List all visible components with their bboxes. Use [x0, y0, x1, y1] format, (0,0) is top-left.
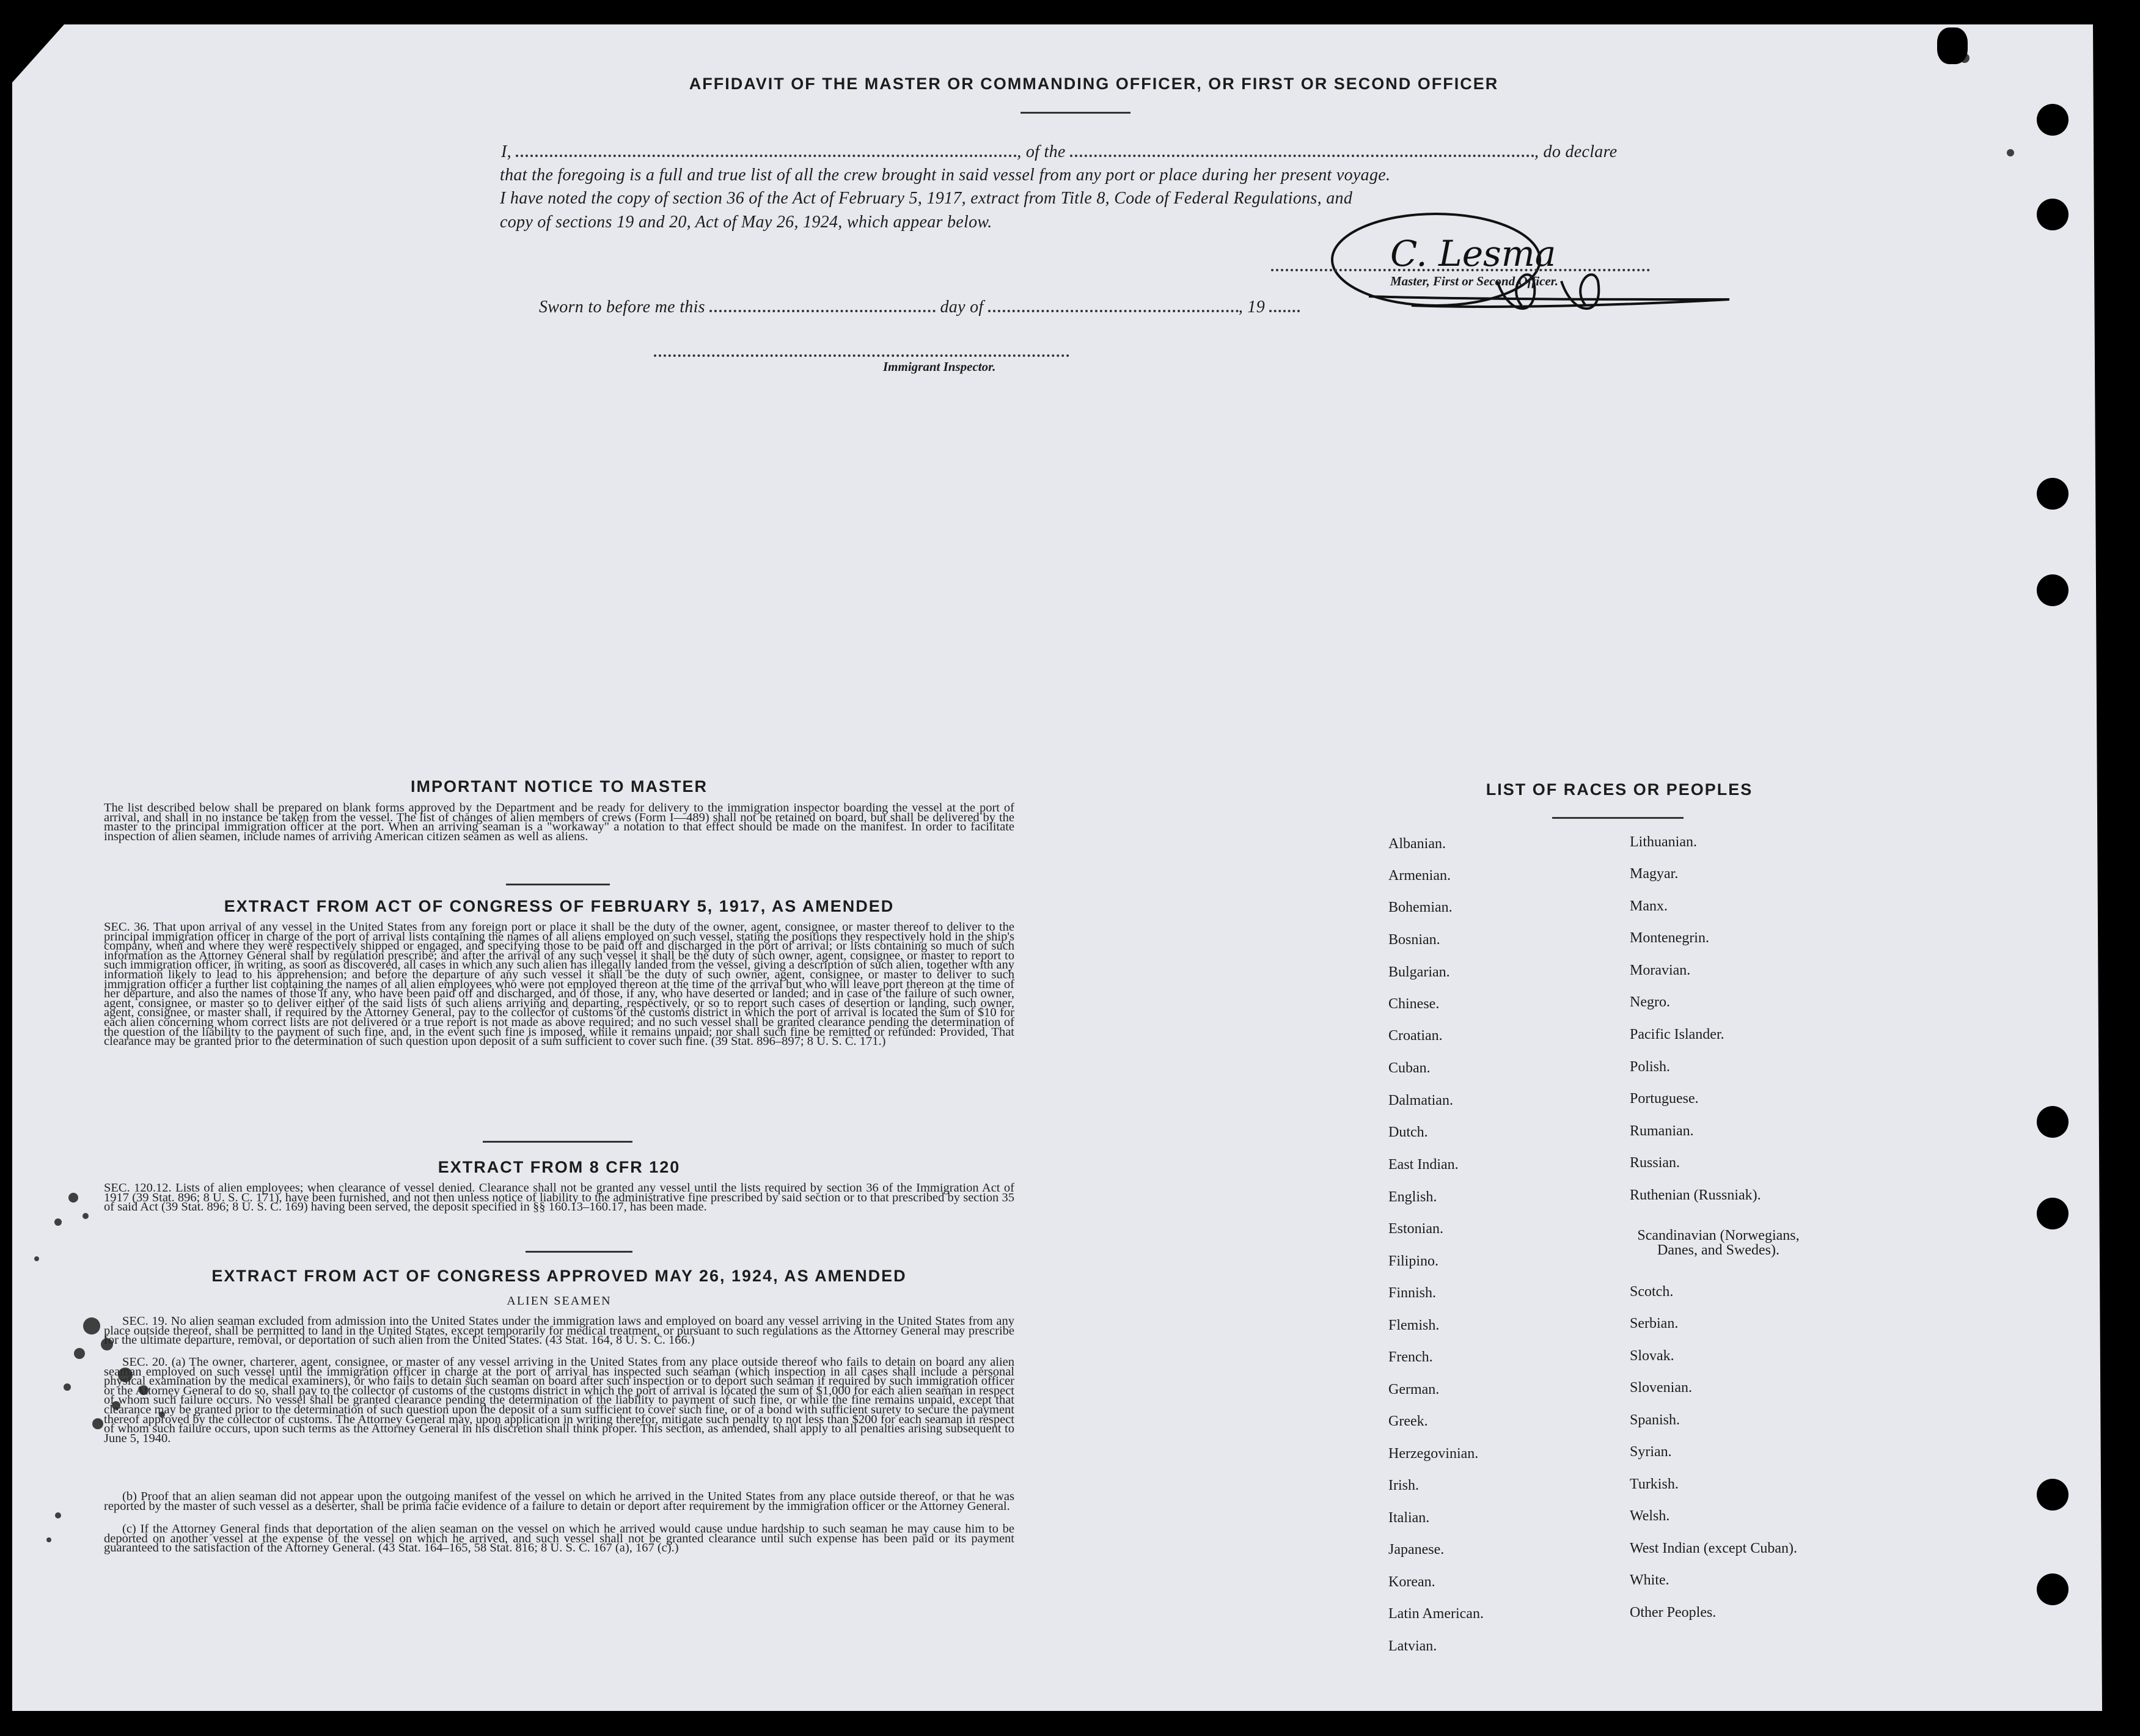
divider — [506, 884, 610, 885]
race-item: Negro. — [1630, 994, 1670, 1010]
race-item: Scandinavian (Norwegians, Danes, and Swedes). — [1637, 1228, 1800, 1258]
race-item: Russian. — [1630, 1155, 1680, 1171]
punch-hole — [1937, 27, 1968, 64]
sworn-day-field[interactable] — [709, 310, 936, 312]
race-item: Flemish. — [1388, 1317, 1440, 1333]
sworn-label: Sworn to before me this — [539, 298, 705, 317]
race-item: Montenegrin. — [1630, 930, 1709, 946]
day-of-label: day of — [940, 298, 984, 317]
races-title: LIST OF RACES OR PEOPLES — [1486, 780, 1753, 799]
punch-hole — [2037, 478, 2069, 510]
race-item: Welsh. — [1630, 1508, 1670, 1524]
name-field[interactable] — [516, 155, 1017, 157]
affidavit-line-3: I have noted the copy of section 36 of the Act of February 5, 1917, extract from Title 8, Code of Federal Regulations, and — [500, 189, 1353, 208]
extract-1924-sec19: SEC. 19. No alien seaman excluded from admission into the United States under the immigration laws and employed on board any vessel arriving in the United States from any place outside thereof, shall be permitted to land in the United States, except temporarily for medical treatment, or pursuant to such regulations as the Attorney General may prescribe for the ultimate departure, removal, or deportation of such alien from the United States. (43 Stat. 164, 8 U. S. C. 166.) — [104, 1314, 1014, 1347]
race-item: Herzegovinian. — [1388, 1446, 1479, 1462]
race-item: East Indian. — [1388, 1157, 1459, 1173]
race-item: Estonian. — [1388, 1221, 1443, 1237]
race-item: Cuban. — [1388, 1060, 1431, 1076]
race-item: Latvian. — [1388, 1638, 1437, 1654]
divider — [483, 1141, 632, 1143]
race-item: Turkish. — [1630, 1476, 1679, 1492]
i-label: I, — [501, 142, 511, 161]
race-item: Filipino. — [1388, 1253, 1439, 1269]
sworn-year-field[interactable] — [1269, 310, 1300, 312]
race-item: Finnish. — [1388, 1285, 1437, 1301]
race-item: Moravian. — [1630, 962, 1691, 978]
of-the-label: , of the — [1017, 142, 1066, 161]
extract-cfr-text: SEC. 120.12. Lists of alien employees; when clearance of vessel denied. Clearance shall not be granted any vessel until the lists required by section 36 of the Immigration Act of 1917 (39 Stat. 896; 8 U. S. C. 171), have been furnished, and not then unless notice of liability to the administrative fine prescribed by said section or to that prescribed by section 35 of said Act (39 Stat. 896; 8 U. S. C. 169) having been served, the deposit specified in §§ 160.13–160.17, has been made. — [104, 1181, 1014, 1214]
punch-hole — [2037, 1573, 2069, 1605]
affidavit-line-4: copy of sections 19 and 20, Act of May 26, 1924, which appear below. — [500, 213, 992, 232]
divider — [526, 1251, 632, 1253]
race-item: Croatian. — [1388, 1028, 1443, 1044]
extract-1924-sec20c: (c) If the Attorney General finds that deportation of the alien seaman on the vessel on which he arrived would cause undue hardship to such seaman he may cause him to be deported on another vessel at the expense of the vessel on which he arrived, and such vessel shall not be granted clearance until such expense has been paid or its payment guaranteed to the satisfaction of the Attorney General. (43 Stat. 164–165, 58 Stat. 816; 8 U. S. C. 167 (a), 167 (c).) — [104, 1522, 1014, 1555]
affidavit-line-2: that the foregoing is a full and true list of all the crew brought in said vessel from any port or place during her present voyage. — [500, 166, 1391, 185]
race-item: Latin American. — [1388, 1606, 1484, 1622]
inspector-caption: Immigrant Inspector. — [883, 359, 996, 374]
race-item: Japanese. — [1388, 1542, 1445, 1558]
race-item: Serbian. — [1630, 1316, 1679, 1331]
divider — [1021, 112, 1130, 114]
race-item: French. — [1388, 1349, 1433, 1365]
extract-1924-subtitle: ALIEN SEAMEN — [507, 1294, 612, 1308]
affidavit-title: AFFIDAVIT OF THE MASTER OR COMMANDING OFFICER, OR FIRST OR SECOND OFFICER — [689, 75, 1499, 93]
race-item: Spanish. — [1630, 1412, 1680, 1428]
race-item: Bulgarian. — [1388, 964, 1450, 980]
extract-1924-sec20a: SEC. 20. (a) The owner, charterer, agent, consignee, or master of any vessel arriving in the United States from any place outside thereof who fails to detain on board any alien seaman employed on such vessel until the immigration officer in charge at the port of arrival has inspected such seaman (which inspection in all cases shall include a personal physical examination by the medical examiners), or who fails to detain such seaman on board after such inspection or to deport such seaman if required by such immigration officer or the Attorney General to do so, shall pay to the collector of customs of the customs district in which the port of arrival is located the sum of $1,000 for each alien seaman in respect of whom such failure occurs. No vessel shall be granted clearance pending the determination of the liability to payment of such fine, or while the fine remains unpaid, except that clearance may be granted prior to the determination of such question upon the deposit of a sum sufficient to cover such fine, or of a bond with sufficient surety to secure the payment thereof approved by the collector of customs. The Attorney General may, upon application in writing therefor, mitigate such penalty to not less than $200 for each seaman in respect of whom such failure occurs, upon such terms as the Attorney General in his discretion shall think proper. This section, as amended, shall apply to all penalties arising subsequent to June 5, 1940. — [104, 1355, 1014, 1445]
notice-text: The list described below shall be prepared on blank forms approved by the Department and be ready for delivery to the immigration inspector boarding the vessel at the port of arrival, and shall in no instance be taken from the vessel. The list of changes of alien members of crews (Form I—489) shall not be retained on board, but shall be delivered by the master to the principal immigration officer at the port. When an arriving seaman is a "workaway" a notation to that effect should be made on the manifest. In order to facilitate inspection of alien seamen, include names of arriving American citizen seamen as well as aliens. — [104, 801, 1014, 843]
notice-title: IMPORTANT NOTICE TO MASTER — [411, 777, 708, 796]
sworn-line — [539, 298, 1300, 317]
race-item: Italian. — [1388, 1510, 1430, 1526]
race-item: Armenian. — [1388, 868, 1451, 884]
race-item: Other Peoples. — [1630, 1605, 1717, 1621]
race-item: Pacific Islander. — [1630, 1027, 1724, 1042]
do-declare-label: , do declare — [1534, 142, 1618, 161]
punch-hole — [2037, 1479, 2069, 1511]
race-item: Lithuanian. — [1630, 834, 1697, 850]
punch-hole — [2037, 199, 2069, 230]
signer-caption: Master, First or Second Officer. — [1390, 274, 1558, 288]
punch-hole — [2037, 104, 2069, 136]
race-item: Slovak. — [1630, 1348, 1674, 1364]
signature-line — [1271, 269, 1650, 271]
race-item: Syrian. — [1630, 1444, 1672, 1460]
divider — [1552, 817, 1684, 819]
race-item: West Indian (except Cuban). — [1630, 1540, 1797, 1556]
svg-text:C. Lesma: C. Lesma — [1390, 233, 1556, 274]
sworn-month-field[interactable] — [988, 310, 1239, 312]
race-item: Bosnian. — [1388, 932, 1440, 948]
race-item: Rumanian. — [1630, 1123, 1694, 1139]
year-label: , 19 — [1238, 298, 1266, 317]
race-item: English. — [1388, 1189, 1437, 1205]
punch-hole — [2037, 574, 2069, 606]
extract-cfr-title: EXTRACT FROM 8 CFR 120 — [438, 1158, 681, 1176]
race-item: Portuguese. — [1630, 1091, 1699, 1107]
vessel-field[interactable] — [1070, 155, 1534, 157]
race-item: Slovenian. — [1630, 1380, 1692, 1396]
extract-1924-title: EXTRACT FROM ACT OF CONGRESS APPROVED MAY 26, 1924, AS AMENDED — [211, 1267, 907, 1285]
race-item: Korean. — [1388, 1574, 1435, 1590]
race-item: German. — [1388, 1382, 1440, 1397]
affidavit-line-1 — [501, 142, 1656, 162]
race-item: Irish. — [1388, 1478, 1419, 1493]
race-item: Dalmatian. — [1388, 1093, 1453, 1108]
race-item: Dutch. — [1388, 1124, 1428, 1140]
punch-hole — [2037, 1106, 2069, 1138]
inspector-signature-line — [654, 354, 1069, 357]
punch-hole — [2037, 1198, 2069, 1229]
race-item: Polish. — [1630, 1059, 1671, 1075]
race-item: Magyar. — [1630, 866, 1679, 882]
race-item: Bohemian. — [1388, 899, 1453, 915]
race-item: Greek. — [1388, 1413, 1428, 1429]
race-item: Albanian. — [1388, 836, 1446, 852]
race-item: Scotch. — [1630, 1284, 1674, 1300]
extract-1924-sec20b: (b) Proof that an alien seaman did not appear upon the outgoing manifest of the vessel on which he arrived in the United States from any place outside thereof, or that he was reported by the master of such vessel as a deserter, shall be prima facie evidence of a failure to detain or deport after requirement by the immigration officer or the Attorney General. — [104, 1490, 1014, 1513]
race-item: Chinese. — [1388, 996, 1440, 1012]
extract-1917-title: EXTRACT FROM ACT OF CONGRESS OF FEBRUARY 5, 1917, AS AMENDED — [224, 897, 895, 915]
race-item: White. — [1630, 1572, 1669, 1588]
race-item: Manx. — [1630, 898, 1668, 914]
extract-1917-text: SEC. 36. That upon arrival of any vessel in the United States from any foreign port or place it shall be the duty of the owner, agent, consignee, or master thereof to deliver to the principal immigration officer in charge of the port of arrival lists containing the names of all aliens employed on such vessel, stating the positions they respectively hold in the ship's company, when and where they were respectively shipped or engaged, and specifying those to be paid off and discharged in the port of arrival; or lists containing so much of such information as the Attorney General shall by regulation prescribe; and after the arrival of any such vessel it shall be the duty of such owner, agent, consignee, or master to report to such immigration officer, in writing, as soon as discovered, all cases in which any such alien has illegally landed from the vessel, giving a description of such alien, together with any information likely to lead to his apprehension; and before the departure of any such vessel it shall be the duty of such owner, agent, consignee, or master to deliver to such immigration officer a further list containing the names of all alien employees who were not employed thereon at the time of the arrival but who will leave port thereon at the time of her departure, and also the names of those if any, who have been paid off and discharged, and of those, if any, who have deserted or landed; and in case of the failure of such owner, agent, consignee, or master so to deliver either of the said lists of such aliens arriving and departing, respectively, or so to report such cases of desertion or landing, such owner, agent, consignee, or master shall, if required by the Attorney General, pay to the collector of customs of the customs district in which the port of arrival is located the sum of $10 for each alien concerning whom correct lists are not delivered or a true report is not made as above required; and no such vessel shall be granted clearance pending the determination of the question of the liability to the payment of such fine, and, in the event such fine is imposed, while it remains unpaid; nor shall such fine be remitted or refunded: Provided, That clearance may be granted prior to the determination of such question upon deposit of a sum sufficient to cover such fine. (39 Stat. 896–897; 8 U. S. C. 171.) — [104, 920, 1014, 1049]
race-item: Ruthenian (Russniak). — [1630, 1187, 1761, 1203]
